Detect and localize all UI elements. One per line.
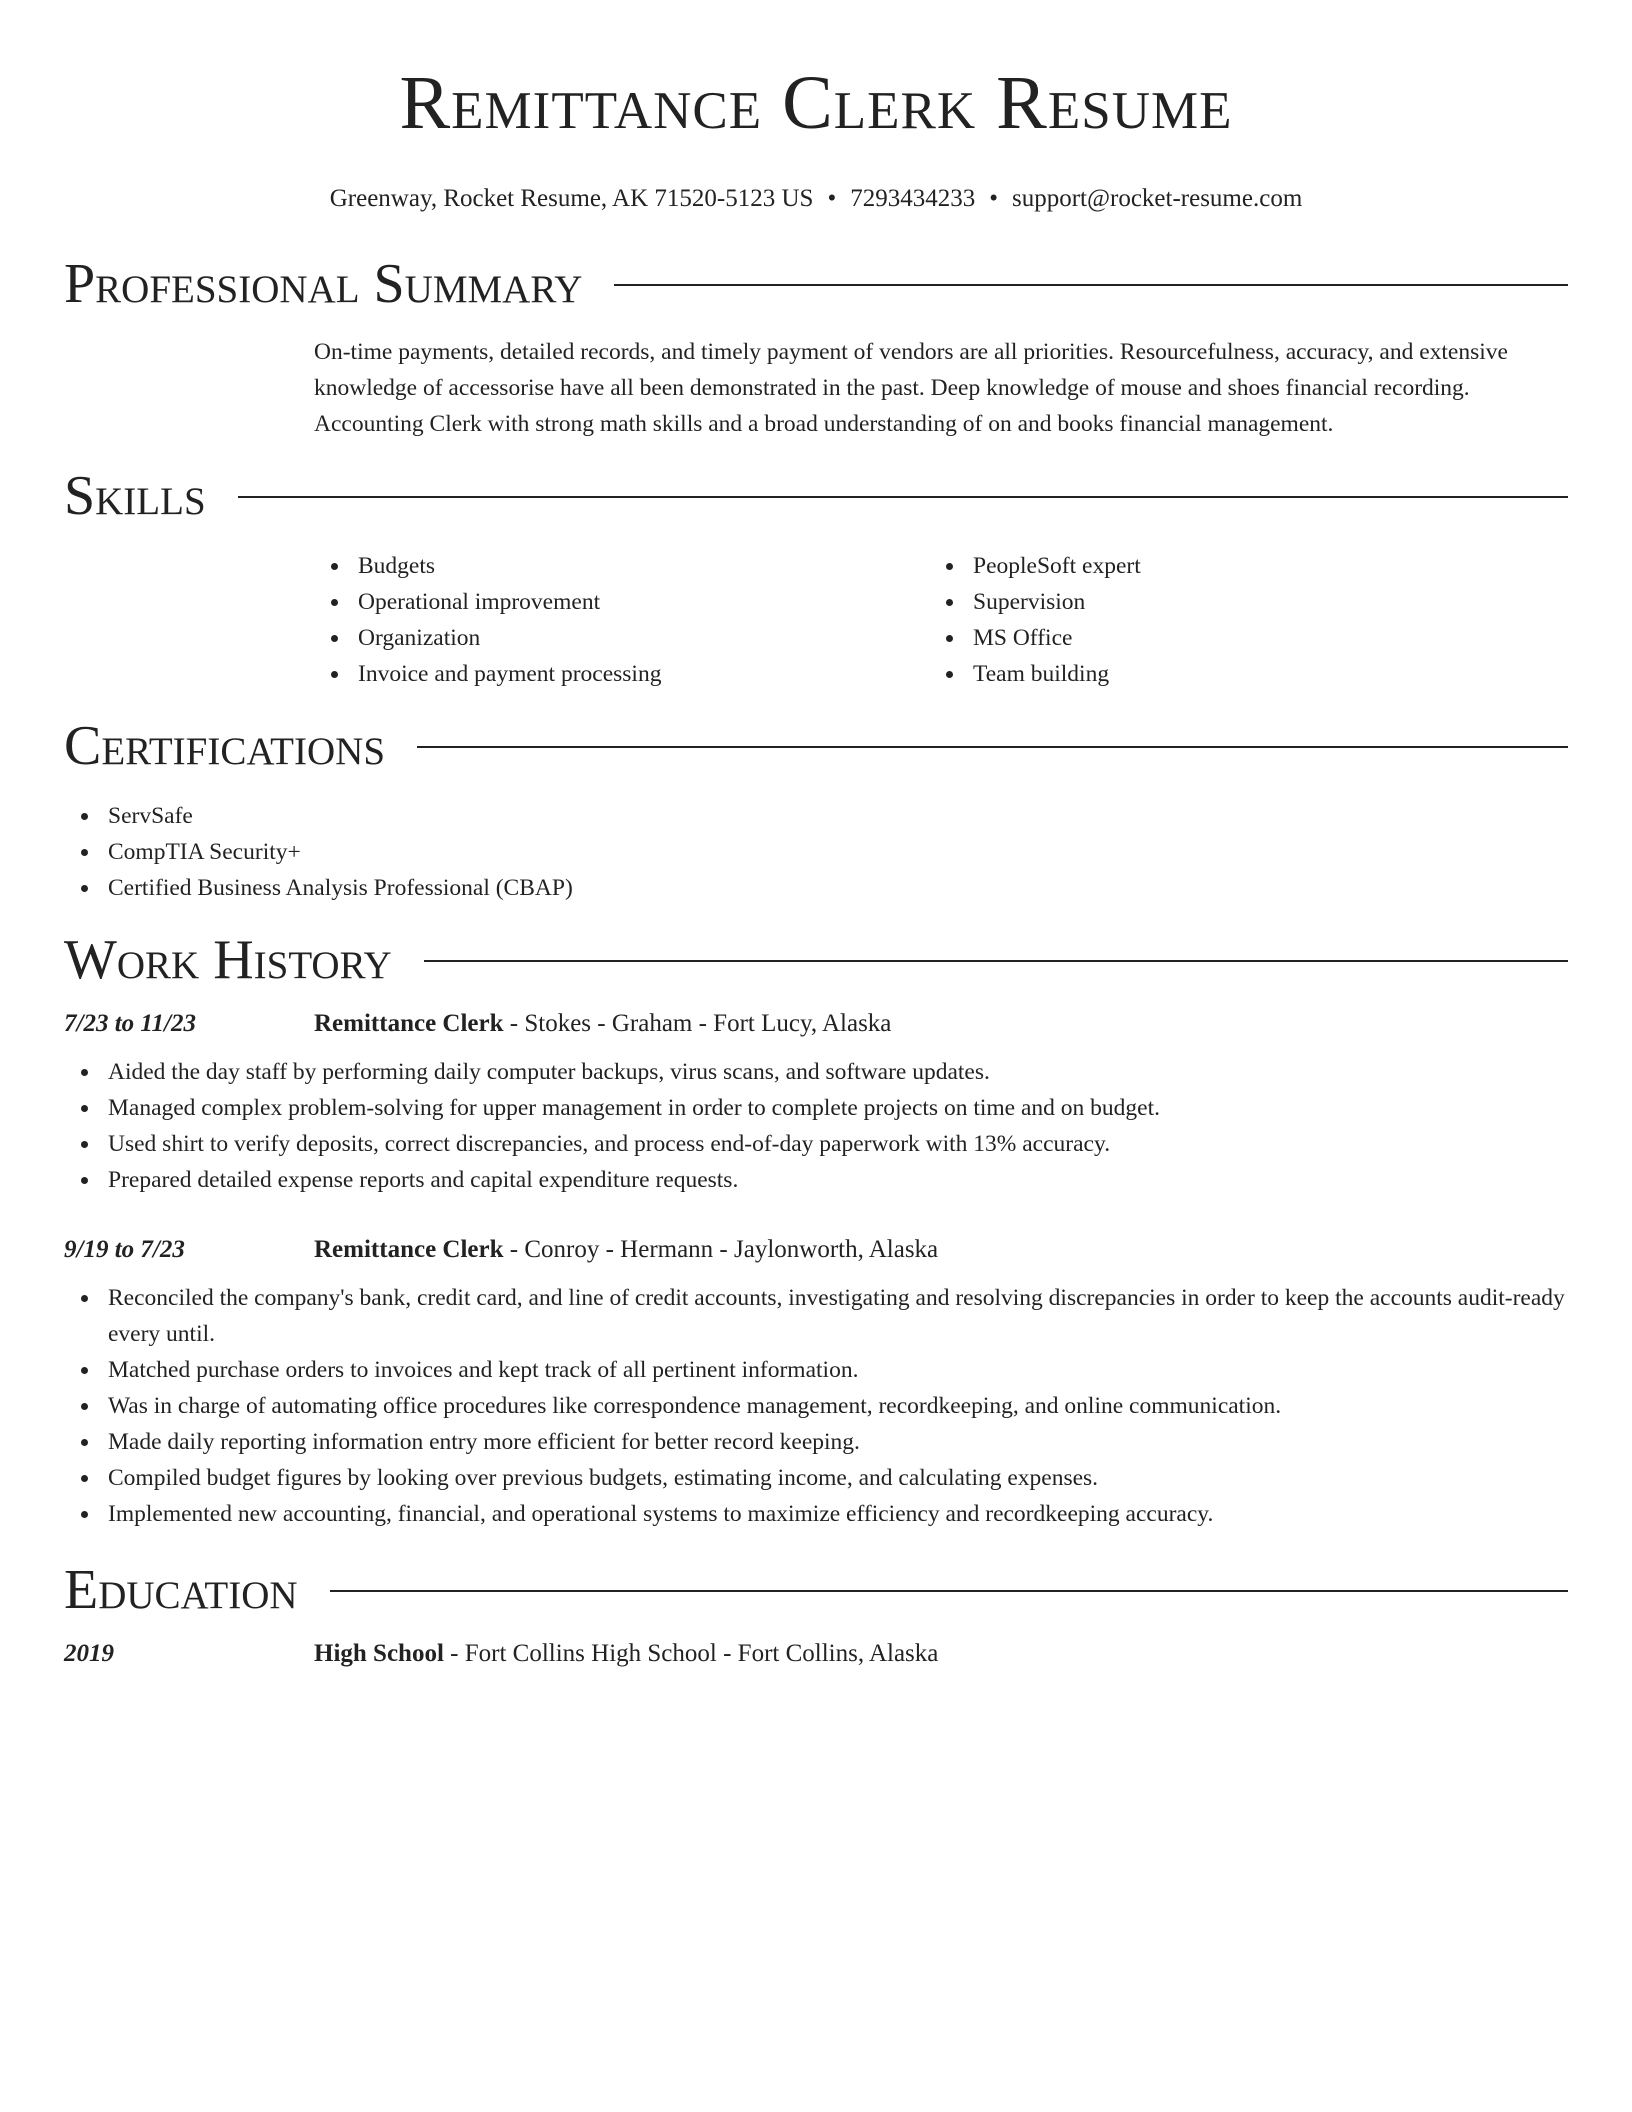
certification-item: Certified Business Analysis Professional (CBAP)	[64, 870, 1568, 906]
skill-item: Operational improvement	[314, 584, 929, 620]
job-bullet: Reconciled the company's bank, credit card, and line of credit accounts, investigating and resolving discrepancies in order to keep the accounts audit-ready every until.	[64, 1280, 1568, 1352]
job-bullet: Was in charge of automating office procedures like correspondence management, recordkeeping, and online communication.	[64, 1388, 1568, 1424]
section-divider	[238, 496, 1568, 498]
skills-section	[64, 460, 1568, 692]
education-degree: High School	[314, 1640, 444, 1667]
section-header	[64, 924, 1568, 996]
skill-item: Budgets	[314, 548, 929, 584]
job-employer: - Stokes - Graham - Fort Lucy, Alaska	[503, 1010, 892, 1037]
skills-grid	[314, 548, 1568, 692]
job-role: Remittance Clerk	[314, 1010, 504, 1037]
certification-item: CompTIA Security+	[64, 834, 1568, 870]
summary-text: On-time payments, detailed records, and timely payment of vendors are all priorities. Resourcefulness, accuracy, and extensive knowledge of accessorise have all been demonstrated in the past. Deep knowledge of mouse and shoes financial recording. Accounting Clerk with strong math skills and a broad understanding of on and books financial management.	[314, 339, 1508, 437]
job-entry	[64, 1236, 1568, 1532]
education-school: - Fort Collins High School - Fort Collins, Alaska	[443, 1640, 939, 1667]
job-dates: 9/19 to 7/23	[64, 1236, 185, 1263]
skills-column-right	[929, 548, 1544, 692]
skill-item: Organization	[314, 620, 929, 656]
certification-item: ServSafe	[64, 798, 1568, 834]
job-bullet: Aided the day staff by performing daily computer backups, virus scans, and software updates.	[64, 1054, 1568, 1090]
section-header	[64, 248, 1568, 320]
section-divider	[417, 746, 1568, 748]
section-header	[64, 1554, 1568, 1626]
job-role: Remittance Clerk	[314, 1236, 504, 1263]
job-employer: - Conroy - Hermann - Jaylonworth, Alaska	[503, 1236, 939, 1263]
certifications-section	[64, 710, 1568, 906]
education-entry	[64, 1640, 1568, 1668]
work-history-section	[64, 924, 1568, 1532]
phone: 7293434233	[850, 185, 976, 212]
skill-item: PeopleSoft expert	[929, 548, 1544, 584]
section-divider	[330, 1590, 1568, 1592]
section-title: Work History	[64, 929, 392, 991]
job-bullet: Used shirt to verify deposits, correct discrepancies, and process end-of-day paperwork with 13% accuracy.	[64, 1126, 1568, 1162]
job-bullet: Implemented new accounting, financial, and operational systems to maximize efficiency and recordkeeping accuracy.	[64, 1496, 1568, 1532]
contact-line	[64, 184, 1568, 214]
job-bullet: Compiled budget figures by looking over previous budgets, estimating income, and calculating expenses.	[64, 1460, 1568, 1496]
address: Greenway, Rocket Resume, AK 71520-5123 US	[329, 185, 814, 212]
education-year: 2019	[64, 1640, 114, 1667]
skill-item: MS Office	[929, 620, 1544, 656]
skills-column-left	[314, 548, 929, 692]
skill-item: Invoice and payment processing	[314, 656, 929, 692]
skill-item: Supervision	[929, 584, 1544, 620]
certifications-list	[64, 798, 1568, 906]
section-title: Certifications	[64, 715, 386, 777]
job-bullet: Made daily reporting information entry more efficient for better record keeping.	[64, 1424, 1568, 1460]
job-header	[64, 1010, 1568, 1038]
section-title: Professional Summary	[64, 253, 583, 315]
section-header	[64, 710, 1568, 782]
job-bullets	[64, 1280, 1568, 1532]
section-header	[64, 460, 1568, 532]
job-title	[314, 1236, 938, 1264]
job-dates: 7/23 to 11/23	[64, 1010, 196, 1037]
job-bullet: Managed complex problem-solving for upper management in order to complete projects on time and on budget.	[64, 1090, 1568, 1126]
job-header	[64, 1236, 1568, 1264]
job-entry	[64, 1010, 1568, 1198]
job-bullet: Matched purchase orders to invoices and kept track of all pertinent information.	[64, 1352, 1568, 1388]
separator: •	[989, 185, 998, 212]
email: support@rocket-resume.com	[1011, 185, 1303, 212]
job-bullets	[64, 1054, 1568, 1198]
job-bullet: Prepared detailed expense reports and capital expenditure requests.	[64, 1162, 1568, 1198]
section-title: Education	[64, 1559, 298, 1621]
resume-title: Remittance Clerk Resume	[399, 61, 1233, 145]
education-section	[64, 1554, 1568, 1668]
summary-section	[64, 248, 1568, 442]
section-title: Skills	[64, 465, 206, 527]
job-title	[314, 1010, 891, 1038]
section-divider	[424, 960, 1568, 962]
separator: •	[827, 185, 837, 212]
skill-item: Team building	[929, 656, 1544, 692]
section-divider	[614, 284, 1568, 286]
education-title	[314, 1640, 938, 1668]
